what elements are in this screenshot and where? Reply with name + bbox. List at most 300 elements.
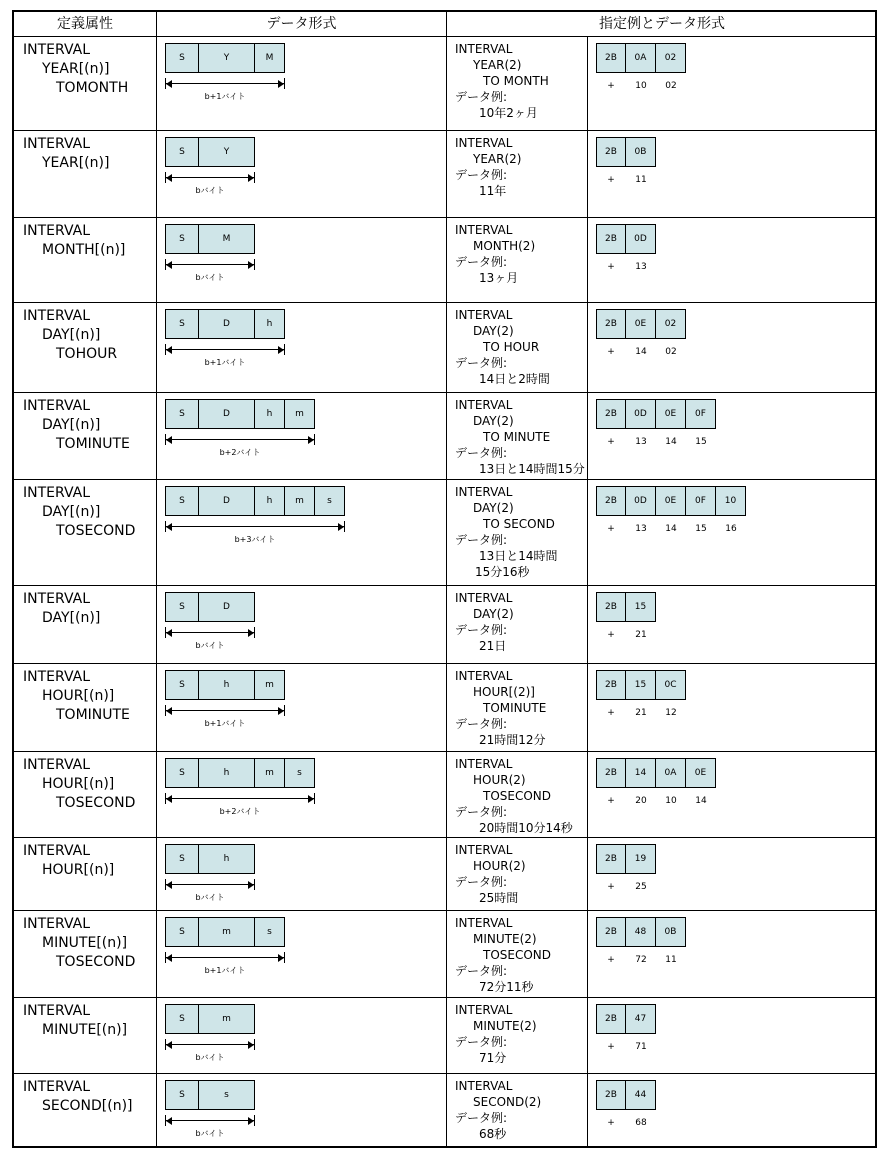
example-boxes [596,592,656,622]
row-divider [14,585,875,586]
hex-cell: 10 [716,486,746,516]
format-boxes [165,224,255,254]
spec-line: INTERVAL [455,916,513,930]
spec-line: INTERVAL [455,308,513,322]
row-divider [14,751,875,752]
format-cell: s [285,758,315,788]
decoded-value: 12 [665,708,677,718]
spec-line: データ例: [455,90,508,104]
hex-cell: 2B [596,592,626,622]
data-format [165,1004,255,1063]
spec-line: TO SECOND [483,517,555,531]
table-row [14,303,875,393]
header-example: 指定例とデータ形式 [599,16,725,32]
example-boxes [596,309,686,339]
attribute-name [23,307,117,364]
example-data [596,224,656,272]
data-format [165,43,285,102]
spec-line: INTERVAL [455,223,513,237]
data-format [165,592,255,651]
data-format [165,758,315,817]
spec-line: TO MINUTE [483,430,551,444]
decoded-values [596,437,716,447]
attribute-line: YEAR[(n)] [42,155,110,171]
format-boxes [165,399,315,429]
decoded-value: 14 [665,437,677,447]
spec-line: データ例: [455,717,508,731]
size-arrow [165,951,285,965]
format-cell: h [255,399,285,429]
spec-line: データ例: [455,1035,508,1049]
spec-line: データ例: [455,964,508,978]
hex-cell: 2B [596,43,626,73]
table-row [14,838,875,911]
decoded-values [596,175,656,185]
example-data [596,486,746,534]
attribute-line: INTERVAL [23,223,91,239]
data-format [165,917,285,976]
decoded-value: 10 [635,81,647,91]
hex-cell: 14 [626,758,656,788]
decoded-value: + [607,1042,615,1052]
decoded-value: 15 [695,524,707,534]
hex-cell: 2B [596,137,626,167]
decoded-value: + [607,708,615,718]
attribute-name [23,915,135,972]
decoded-value: + [607,882,615,892]
table-row [14,131,875,218]
attribute-name [23,484,135,541]
spec-line: データ例: [455,875,508,889]
decoded-value: 02 [665,81,677,91]
hex-cell: 0C [656,670,686,700]
spec-line: MINUTE(2) [473,1019,537,1033]
decoded-value: 21 [635,630,647,640]
example-boxes [596,670,686,700]
decoded-value: 15 [695,437,707,447]
hex-cell: 19 [626,844,656,874]
table-row [14,37,875,131]
size-arrow [165,792,315,806]
spec-line: MONTH(2) [473,239,536,253]
decoded-value: 71 [635,1042,647,1052]
attribute-line: DAY[(n)] [42,327,101,343]
specification-example [455,1002,537,1066]
spec-line: SECOND(2) [473,1095,542,1109]
attribute-line: DAY[(n)] [42,417,101,433]
format-boxes [165,309,285,339]
attribute-line: INTERVAL [23,485,91,501]
hex-cell: 02 [656,309,686,339]
row-divider [14,663,875,664]
row-divider [14,217,875,218]
spec-line: DAY(2) [473,501,514,515]
spec-line: データ例: [455,356,508,370]
spec-line: INTERVAL [455,398,513,412]
attribute-name [23,41,128,98]
spec-line: INTERVAL [455,669,513,683]
decoded-value: 11 [635,175,647,185]
hex-cell: 2B [596,670,626,700]
size-arrow [165,704,285,718]
format-cell: m [255,758,285,788]
format-cell: s [199,1080,255,1110]
attribute-line: INTERVAL [23,843,91,859]
specification-example [455,756,573,836]
hex-cell: 0A [626,43,656,73]
format-cell: h [199,670,255,700]
decoded-value: 68 [635,1118,647,1128]
spec-line: INTERVAL [455,591,513,605]
spec-line: 21日 [479,639,507,653]
attribute-line: INTERVAL [23,1003,91,1019]
size-label: bバイト [195,893,225,902]
row-divider [14,479,875,480]
spec-line: YEAR(2) [473,152,522,166]
specification-example [455,1078,541,1142]
size-label: bバイト [195,186,225,195]
spec-line: 15分16秒 [475,565,530,579]
decoded-values [596,882,656,892]
attribute-line: INTERVAL [23,1079,91,1095]
size-arrow [165,171,255,185]
format-cell: D [199,592,255,622]
hex-cell: 0F [686,486,716,516]
format-cell: M [199,224,255,254]
attribute-line: HOUR[(n)] [42,688,115,704]
spec-line: データ例: [455,446,508,460]
table-row [14,911,875,998]
hex-cell: 0D [626,224,656,254]
example-boxes [596,43,686,73]
row-divider [14,130,875,131]
data-format [165,399,315,458]
decoded-values [596,630,656,640]
example-data [596,1004,656,1052]
size-label: b+1バイト [204,966,246,975]
example-data [596,43,686,91]
spec-line: DAY(2) [473,324,514,338]
attribute-line: INTERVAL [23,591,91,607]
format-cell: Y [199,137,255,167]
size-arrow [165,626,255,640]
format-cell: S [165,486,199,516]
hex-cell: 02 [656,43,686,73]
example-data [596,844,656,892]
hex-cell: 15 [626,670,656,700]
spec-line: TO HOUR [483,340,540,354]
hex-cell: 0D [626,486,656,516]
spec-line: 11年 [479,184,507,198]
example-data [596,1080,656,1128]
attribute-name [23,135,109,173]
size-label: b+1バイト [204,92,246,101]
decoded-value: 02 [665,347,677,357]
format-boxes [165,917,285,947]
attribute-line: DAY[(n)] [42,504,101,520]
decoded-value: 21 [635,708,647,718]
size-arrow [165,1038,255,1052]
specification-example [455,397,585,477]
format-cell: m [285,399,315,429]
format-cell: h [255,309,285,339]
header-attribute: 定義属性 [57,16,113,32]
format-cell: S [165,137,199,167]
spec-line: TOSECOND [483,948,552,962]
spec-line: 72分11秒 [479,980,534,994]
format-cell: S [165,224,199,254]
spec-line: INTERVAL [455,42,513,56]
attribute-line: TOSECOND [56,954,136,970]
example-data [596,758,716,806]
hex-cell: 0B [626,137,656,167]
decoded-values [596,1118,656,1128]
size-arrow [165,258,255,272]
format-cell: h [199,844,255,874]
spec-line: DAY(2) [473,414,514,428]
format-cell: m [199,1004,255,1034]
format-boxes [165,592,255,622]
spec-line: 68秒 [479,1127,507,1141]
size-label: b+1バイト [204,358,246,367]
attribute-line: MINUTE[(n)] [42,935,128,951]
attribute-line: MONTH[(n)] [42,242,126,258]
hex-cell: 2B [596,1004,626,1034]
size-arrow [165,77,285,91]
spec-line: INTERVAL [455,843,513,857]
data-format [165,1080,255,1139]
table-row [14,393,875,480]
hex-cell: 0E [626,309,656,339]
hex-cell: 0A [656,758,686,788]
decoded-values [596,347,686,357]
attribute-line: HOUR[(n)] [42,862,115,878]
decoded-value: 14 [695,796,707,806]
spec-line: 10年2ヶ月 [479,106,538,120]
specification-example [455,915,551,995]
hex-cell: 2B [596,1080,626,1110]
example-boxes [596,224,656,254]
specification-example [455,668,546,748]
hex-cell: 0E [686,758,716,788]
table-row [14,586,875,664]
decoded-value: 16 [725,524,737,534]
attribute-line: YEAR[(n)] [42,61,110,77]
decoded-value: + [607,1118,615,1128]
specification-example [455,842,526,906]
format-cell: S [165,399,199,429]
attribute-name [23,842,114,880]
attribute-line: TOMINUTE [56,707,130,723]
spec-line: 21時間12分 [479,733,546,747]
format-cell: S [165,309,199,339]
row-divider [14,302,875,303]
size-label: b+2バイト [219,448,261,457]
example-data [596,309,686,357]
spec-line: TOMINUTE [483,701,547,715]
format-cell: m [285,486,315,516]
spec-line: INTERVAL [455,485,513,499]
decoded-values [596,524,746,534]
size-label: bバイト [195,1129,225,1138]
format-cell: D [199,486,255,516]
spec-line: INTERVAL [455,1079,513,1093]
hex-cell: 15 [626,592,656,622]
data-format [165,224,255,283]
format-cell: m [255,670,285,700]
decoded-value: + [607,81,615,91]
attribute-line: INTERVAL [23,136,91,152]
size-label: b+3バイト [234,535,276,544]
spec-line: 20時間10分14秒 [479,821,573,835]
hex-cell: 2B [596,917,626,947]
spec-line: 13ヶ月 [479,271,519,285]
spec-line: HOUR(2) [473,773,526,787]
format-boxes [165,670,285,700]
table-row [14,998,875,1074]
attribute-line: TOMONTH [56,80,129,96]
table-row [14,752,875,838]
decoded-value: 13 [635,524,647,534]
attribute-line: INTERVAL [23,916,91,932]
size-label: b+2バイト [219,807,261,816]
format-cell: s [255,917,285,947]
format-cell: h [199,758,255,788]
hex-cell: 48 [626,917,656,947]
attribute-line: DAY[(n)] [42,610,101,626]
size-label: bバイト [195,273,225,282]
format-boxes [165,844,255,874]
example-data [596,137,656,185]
specification-example [455,41,549,121]
format-cell: D [199,399,255,429]
decoded-values [596,708,686,718]
decoded-value: 10 [665,796,677,806]
spec-line: データ例: [455,805,508,819]
attribute-line: INTERVAL [23,398,91,414]
hex-cell: 2B [596,224,626,254]
attribute-line: TOSECOND [56,795,136,811]
decoded-value: + [607,437,615,447]
interval-format-table [12,10,877,1148]
format-boxes [165,1080,255,1110]
decoded-value: + [607,955,615,965]
format-cell: S [165,1004,199,1034]
decoded-values [596,796,716,806]
hex-cell: 2B [596,758,626,788]
format-cell: S [165,844,199,874]
decoded-values [596,81,686,91]
hex-cell: 0E [656,399,686,429]
decoded-value: 25 [635,882,647,892]
spec-line: 25時間 [479,891,519,905]
hex-cell: 44 [626,1080,656,1110]
format-cell: h [255,486,285,516]
decoded-value: + [607,262,615,272]
format-boxes [165,137,255,167]
spec-line: INTERVAL [455,136,513,150]
example-boxes [596,844,656,874]
row-divider [14,392,875,393]
decoded-value: + [607,175,615,185]
attribute-line: SECOND[(n)] [42,1098,133,1114]
format-cell: M [255,43,285,73]
size-arrow [165,520,345,534]
specification-example [455,590,514,654]
attribute-name [23,222,125,260]
hex-cell: 2B [596,844,626,874]
spec-line: DAY(2) [473,607,514,621]
decoded-value: + [607,796,615,806]
format-cell: Y [199,43,255,73]
spec-line: HOUR[(2)] [473,685,535,699]
example-data [596,670,686,718]
attribute-name [23,668,130,725]
format-cell: m [199,917,255,947]
row-divider [14,837,875,838]
attribute-line: INTERVAL [23,308,91,324]
size-arrow [165,433,315,447]
example-boxes [596,917,686,947]
decoded-value: + [607,524,615,534]
example-boxes [596,1080,656,1110]
data-format [165,137,255,196]
table-row [14,1074,875,1148]
example-data [596,917,686,965]
format-cell: S [165,670,199,700]
spec-line: データ例: [455,1111,508,1125]
hex-cell: 0B [656,917,686,947]
row-divider [14,1073,875,1074]
decoded-value: + [607,347,615,357]
attribute-line: TOSECOND [56,523,136,539]
attribute-line: TOHOUR [56,346,118,362]
data-format [165,486,345,545]
hex-cell: 2B [596,399,626,429]
size-label: b+1バイト [204,719,246,728]
spec-line: TO MONTH [483,74,549,88]
example-boxes [596,486,746,516]
size-arrow [165,878,255,892]
attribute-name [23,397,130,454]
format-boxes [165,758,315,788]
format-boxes [165,1004,255,1034]
decoded-values [596,262,656,272]
spec-line: データ例: [455,168,508,182]
spec-line: データ例: [455,255,508,269]
spec-line: データ例: [455,623,508,637]
spec-line: INTERVAL [455,1003,513,1017]
format-cell: S [165,758,199,788]
hex-cell: 2B [596,309,626,339]
data-format [165,309,285,368]
decoded-values [596,1042,656,1052]
decoded-value: 14 [635,347,647,357]
format-cell: s [315,486,345,516]
format-cell: S [165,592,199,622]
size-label: bバイト [195,1053,225,1062]
decoded-value: 13 [635,262,647,272]
attribute-line: TOMINUTE [56,436,130,452]
hex-cell: 0E [656,486,686,516]
spec-line: MINUTE(2) [473,932,537,946]
spec-line: INTERVAL [455,757,513,771]
example-data [596,399,716,447]
row-divider [14,910,875,911]
example-boxes [596,758,716,788]
format-cell: S [165,1080,199,1110]
data-format [165,670,285,729]
